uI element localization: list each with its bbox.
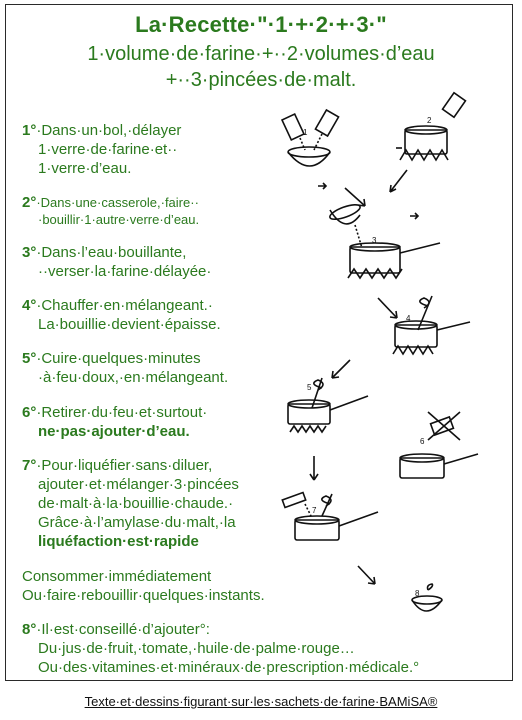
step-number: 8° [22, 621, 37, 638]
figure-label: 6 [420, 437, 425, 446]
step-number: 7° [22, 457, 37, 474]
figure-label: 2 [427, 116, 432, 125]
step-text: 1·verre·d’eau. [38, 160, 132, 177]
serving-bowl-drawing [412, 584, 442, 611]
simmer-pot-drawing [288, 378, 368, 432]
step-text: ·bouillir·1·autre·verre·d’eau. [38, 212, 200, 227]
add-malt-drawing [282, 492, 378, 540]
subtitle-line-2: +··3·pincées·de·malt. [165, 69, 357, 91]
step-text: ne·pas·ajouter·d’eau. [38, 423, 190, 440]
step-text: ajouter·et·mélanger·3·pincées [38, 476, 239, 493]
step-number: 5° [22, 350, 37, 367]
step-text: ·Dans·l’eau·bouillante, [36, 244, 187, 261]
step-text: 1·verre·de·farine·et·· [38, 141, 178, 158]
step-text: Grâce·à·l’amylase·du·malt,·la [38, 514, 236, 531]
figure-label: 1 [303, 128, 308, 137]
footer-credit: Texte·et·dessins·figurant·sur·les·sachets·de·farine·BAMiSA® [84, 694, 438, 709]
stir-pot-drawing [393, 296, 470, 354]
step-text: ·Cuire·quelques·minutes [36, 350, 201, 367]
step-number: 6° [22, 404, 37, 421]
step-text: La·bouillie·devient·épaisse. [38, 316, 221, 333]
subtitle-line-1: 1·volume·de·farine·+··2·volumes·d’eau [87, 43, 435, 65]
figure-label: 7 [312, 506, 317, 515]
step-text: Ou·des·vitamines·et·minéraux·de·prescription·médicale.° [38, 659, 420, 676]
arrow-icon [390, 170, 407, 192]
pot-boiling-drawing [396, 93, 465, 160]
step-text: ·Dans·une·casserole,·faire·· [36, 195, 199, 210]
step-text: de·malt·à·la·bouillie·chaude.· [38, 495, 234, 512]
step-text: ·Il·est·conseillé·d’ajouter°: [36, 621, 210, 638]
step-text: Du·jus·de·fruit,·tomate,·huile·de·palme·rouge… [38, 640, 355, 657]
arrow-icon [378, 298, 397, 318]
arrow-icon [310, 456, 318, 480]
arrow-icon [332, 360, 350, 378]
step-text: ··verser·la·farine·délayée· [38, 263, 212, 280]
figure-label: 8 [415, 589, 420, 598]
step-text: ·Chauffer·en·mélangeant.· [36, 297, 213, 314]
figure-label: 5 [307, 383, 312, 392]
step-text: ·à·feu·doux,·en·mélangeant. [38, 369, 229, 386]
step-text: ·Retirer·du·feu·et·surtout· [36, 404, 208, 421]
step-text: ·Pour·liquéfier·sans·diluer, [36, 457, 213, 474]
figure-label: 3 [372, 236, 377, 245]
step-text: Ou·faire·rebouillir·quelques·instants. [22, 587, 265, 604]
step-number: 2° [22, 194, 37, 211]
step-text: Consommer·immédiatement [22, 568, 212, 585]
step-number: 3° [22, 244, 37, 261]
step-number: 4° [22, 297, 37, 314]
step-text: liquéfaction·est·rapide [38, 533, 199, 550]
figure-label: 4 [406, 314, 411, 323]
step-number: 1° [22, 122, 37, 139]
step-text: ·Dans·un·bol,·délayer [36, 122, 182, 139]
arrow-icon [358, 566, 375, 584]
pour-flour-drawing [328, 202, 440, 278]
no-water-drawing [400, 412, 478, 478]
arrow-icon [318, 183, 326, 189]
arrow-icon [410, 213, 418, 219]
arrow-icon [345, 188, 365, 206]
bowl-glasses-drawing [282, 110, 339, 166]
page-title: La·Recette·"·1·+·2·+·3·" [135, 12, 387, 37]
